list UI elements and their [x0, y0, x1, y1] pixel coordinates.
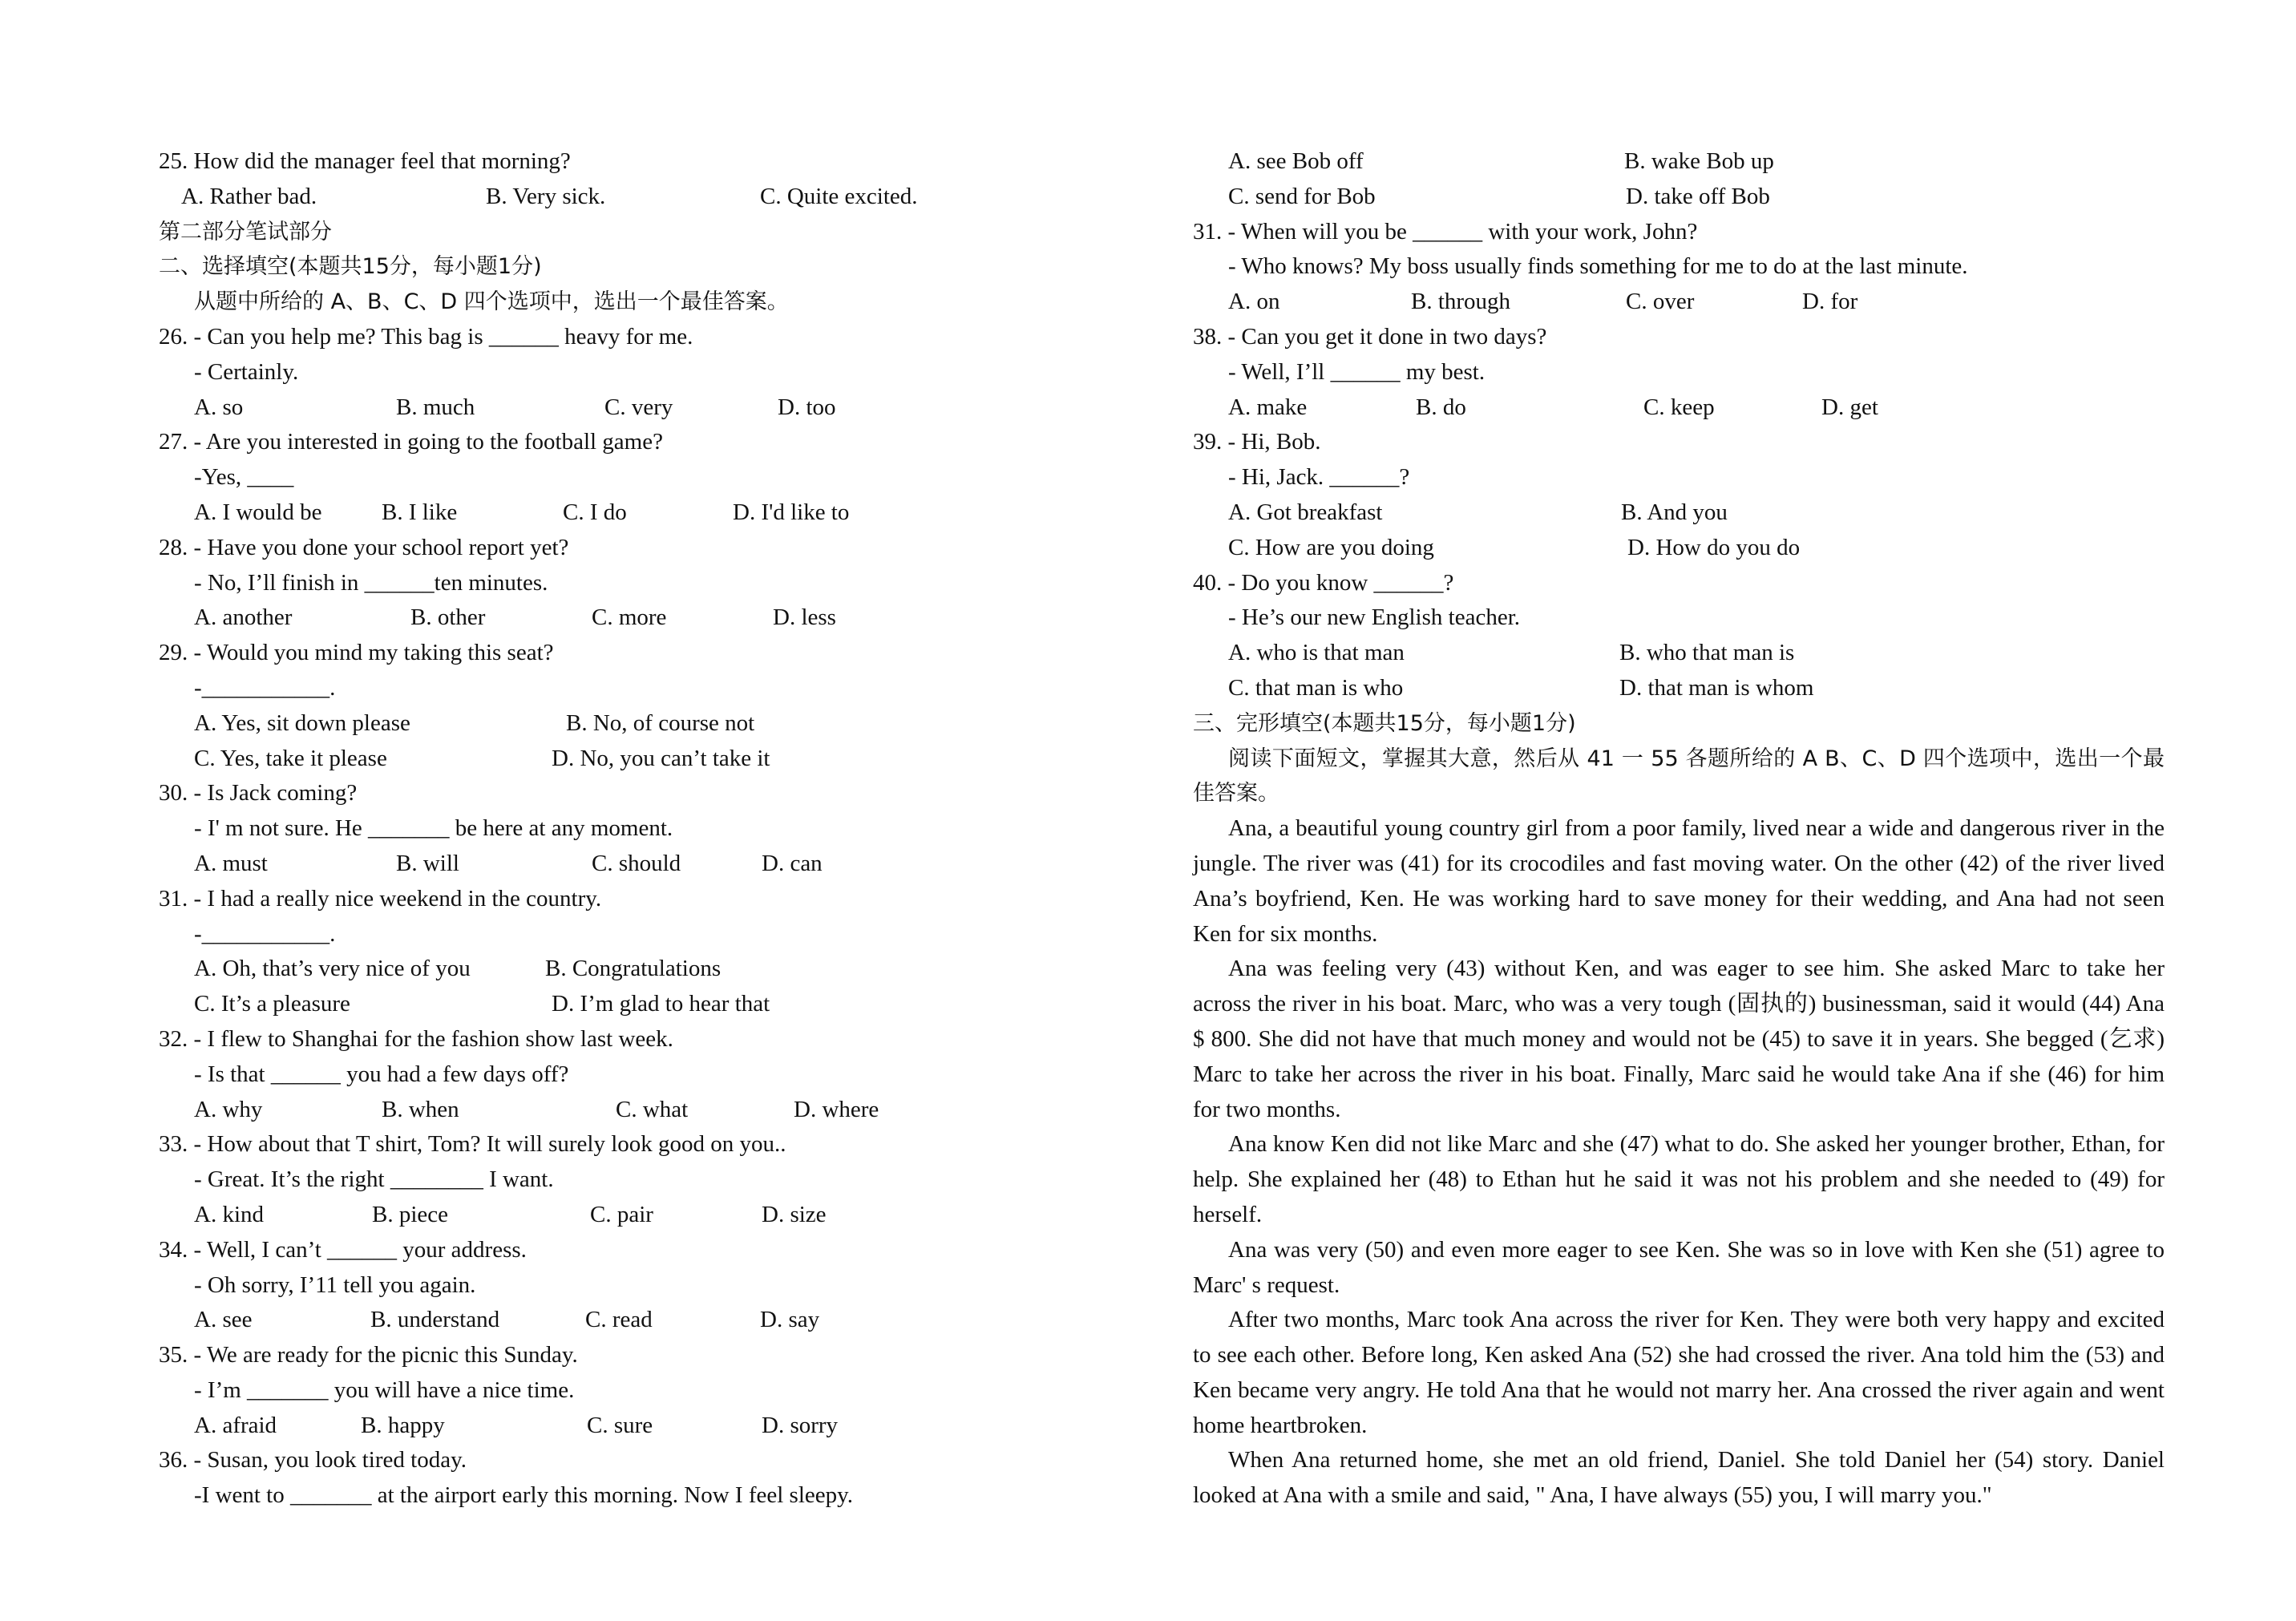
option: D. for — [1802, 289, 1858, 315]
option: A. why — [194, 1096, 263, 1122]
option: B. will — [396, 850, 459, 876]
question-options — [159, 1198, 1153, 1233]
question-stem: 30. - Is Jack coming? — [159, 780, 358, 806]
question-stem: 38. - Can you get it done in two days? — [1193, 323, 1547, 350]
question-options — [159, 952, 1153, 987]
question-38 — [1193, 320, 2165, 425]
question-options — [159, 1409, 1153, 1444]
option: C. Quite excited. — [760, 183, 918, 209]
question-options — [159, 390, 1153, 426]
question-stem: 40. - Do you know ______? — [1193, 569, 1454, 596]
option: D. No, you can’t take it — [552, 745, 770, 771]
question-reply: - Great. It’s the right ________ I want. — [194, 1166, 554, 1193]
question-31 — [159, 882, 1153, 1022]
option: B. do — [1416, 394, 1466, 420]
question-reply: - Is that ______ you had a few days off? — [194, 1061, 569, 1087]
question-25-stem: 25. How did the manager feel that morning? — [159, 148, 571, 174]
question-reply: -Yes, ____ — [194, 464, 294, 491]
section3-instruction: 阅读下面短文，掌握其大意，然后从 41 一 55 各题所给的 A B、C、D 四个选项中，选出一个最佳答案。 — [1193, 746, 2165, 806]
question-reply: - He’s our new English teacher. — [1228, 604, 1521, 631]
option: D. get — [1821, 394, 1878, 420]
option: A. who is that man — [1228, 640, 1405, 666]
passage-paragraph: After two months, Marc took Ana across the river for Ken. They were both very happy and excited to see each other. Before long, Ken asked Ana (52) she had crossed the river. Ana told him the (53) and Ken became very angry. He told Ana that he would not marry her. Ana crossed the river again and went home heartbroken. — [1193, 1307, 2165, 1438]
question-stem: 34. - Well, I can’t ______ your address. — [159, 1236, 527, 1263]
question-options — [159, 1093, 1153, 1128]
option: B. piece — [372, 1201, 449, 1227]
option: C. I do — [563, 499, 627, 525]
option: B. through — [1411, 289, 1511, 315]
option: D. size — [762, 1201, 827, 1227]
question-34 — [159, 1233, 1153, 1338]
question-31-right — [1193, 215, 2165, 320]
question-reply: - Certainly. — [194, 358, 299, 385]
section2-title: 二、选择填空(本题共15分，每小题1分) — [159, 254, 542, 280]
option: C. keep — [1643, 394, 1715, 420]
section2-instruction: 从题中所给的 A、B、C、D 四个选项中，选出一个最佳答案。 — [194, 289, 789, 315]
question-33 — [159, 1127, 1153, 1232]
question-stem: 33. - How about that T shirt, Tom? It will surely look good on you.. — [159, 1131, 786, 1158]
question-options — [1193, 495, 2165, 531]
question-reply: -___________. — [194, 674, 336, 701]
option: B. And you — [1621, 499, 1728, 525]
option: B. happy — [361, 1412, 445, 1438]
question-options — [159, 987, 1153, 1022]
question-reply: - No, I’ll finish in ______ten minutes. — [194, 569, 548, 596]
question-options — [159, 706, 1153, 742]
option: D. can — [762, 850, 823, 876]
option: D. take off Bob — [1626, 183, 1770, 209]
option: A. see Bob off — [1228, 148, 1364, 174]
option: D. less — [773, 604, 836, 631]
question-reply: - I’m _______ you will have a nice time. — [194, 1376, 575, 1403]
question-25-options — [159, 180, 1153, 215]
question-reply: - Hi, Jack. ______? — [1228, 464, 1410, 491]
option: A. Got breakfast — [1228, 499, 1383, 525]
question-reply: -___________. — [194, 920, 336, 947]
question-stem: 28. - Have you done your school report yet? — [159, 534, 569, 560]
question-reply: -I went to _______ at the airport early this morning. Now I feel sleepy. — [194, 1482, 853, 1509]
passage-paragraph: Ana know Ken did not like Marc and she (47) what to do. She asked her younger brother, Ethan, for help. She explained her (48) to Ethan hut he said it was not his problem and she needed to (49) for herself. — [1193, 1131, 2165, 1227]
option: C. pair — [590, 1201, 653, 1227]
option: A. must — [194, 850, 268, 876]
question-36 — [159, 1443, 1153, 1514]
option: A. kind — [194, 1201, 264, 1227]
question-options — [1193, 285, 2165, 320]
option: C. Yes, take it please — [194, 745, 387, 771]
question-stem: 31. - When will you be ______ with your work, John? — [1193, 218, 1698, 245]
question-reply: - Well, I’ll ______ my best. — [1228, 358, 1486, 385]
option: A. another — [194, 604, 293, 631]
option: A. Oh, that’s very nice of you — [194, 956, 471, 982]
option: D. that man is whom — [1619, 674, 1814, 701]
part2-title: 第二部分笔试部分 — [159, 219, 332, 245]
question-options — [159, 847, 1153, 882]
option: B. Very sick. — [486, 183, 606, 209]
option: A. Rather bad. — [181, 183, 317, 209]
passage-paragraph: Ana, a beautiful young country girl from a poor family, lived near a wide and dangerous river in the jungle. The river was (41) for its crocodiles and fast moving water. On the other (42) of the river lived Ana’s boyfriend, Ken. He was working hard to save money for their wedding, and Ana had not seen Ken for six months. — [1193, 815, 2165, 947]
question-stem: 26. - Can you help me? This bag is ______ heavy for me. — [159, 323, 693, 350]
option: A. see — [194, 1307, 253, 1333]
option: C. should — [592, 850, 681, 876]
option: B. much — [396, 394, 475, 420]
question-options — [1193, 531, 2165, 566]
question-options — [1193, 390, 2165, 426]
question-options — [159, 1303, 1153, 1338]
question-reply: - I' m not sure. He _______ be here at any moment. — [194, 815, 673, 842]
option: C. what — [616, 1096, 689, 1122]
option: C. How are you doing — [1228, 534, 1434, 560]
option: C. over — [1626, 289, 1695, 315]
option: B. I like — [382, 499, 458, 525]
option: D. too — [778, 394, 836, 420]
question-stem: 27. - Are you interested in going to the football game? — [159, 429, 663, 455]
option: C. sure — [587, 1412, 653, 1438]
question-options — [1193, 636, 2165, 671]
option: B. who that man is — [1619, 640, 1795, 666]
question-32 — [159, 1022, 1153, 1127]
question-39 — [1193, 425, 2165, 565]
question-options — [1193, 671, 2165, 706]
question-40 — [1193, 566, 2165, 706]
option: B. wake Bob up — [1624, 148, 1774, 174]
question-stem: 31. - I had a really nice weekend in the country. — [159, 885, 602, 912]
question-35 — [159, 1338, 1153, 1443]
option: A. I would be — [194, 499, 322, 525]
question-reply: - Oh sorry, I’11 tell you again. — [194, 1271, 476, 1298]
option: B. Congratulations — [545, 956, 722, 982]
cloze-passage — [1193, 811, 2165, 1514]
option: B. understand — [370, 1307, 500, 1333]
question-26 — [159, 320, 1153, 425]
option: D. I’m glad to hear that — [552, 991, 770, 1017]
option: D. How do you do — [1627, 534, 1801, 560]
option: D. I'd like to — [733, 499, 850, 525]
option: D. where — [794, 1096, 879, 1122]
question-options — [159, 495, 1153, 531]
question-stem: 36. - Susan, you look tired today. — [159, 1447, 467, 1473]
question-options — [159, 600, 1153, 636]
option: C. read — [585, 1307, 653, 1333]
option: C. more — [592, 604, 667, 631]
option: B. No, of course not — [566, 709, 755, 736]
option: B. when — [382, 1096, 459, 1122]
question-stem: 32. - I flew to Shanghai for the fashion show last week. — [159, 1025, 673, 1052]
option: C. very — [604, 394, 673, 420]
option: A. afraid — [194, 1412, 277, 1438]
question-28 — [159, 531, 1153, 636]
right-column — [1193, 144, 2165, 1514]
question-stem: 35. - We are ready for the picnic this Sunday. — [159, 1342, 578, 1368]
option: C. It’s a pleasure — [194, 991, 350, 1017]
question-36-options — [1193, 180, 2165, 215]
passage-paragraph: When Ana returned home, she met an old friend, Daniel. She told Daniel her (54) story. Daniel looked at Ana with a smile and said, " Ana, I have always (55) you, I will marry you." — [1193, 1447, 2165, 1509]
option: A. Yes, sit down please — [194, 709, 410, 736]
section3-title: 三、完形填空(本题共15分，每小题1分) — [1193, 710, 1576, 736]
left-column — [159, 144, 1153, 1514]
question-options — [159, 742, 1153, 777]
question-36-options — [1193, 144, 2165, 180]
option: C. that man is who — [1228, 674, 1404, 701]
option: B. other — [410, 604, 486, 631]
question-stem: 29. - Would you mind my taking this seat? — [159, 640, 554, 666]
option: C. send for Bob — [1228, 183, 1376, 209]
question-stem: 39. - Hi, Bob. — [1193, 429, 1321, 455]
option: A. on — [1228, 289, 1280, 315]
option: A. so — [194, 394, 244, 420]
option: D. sorry — [762, 1412, 839, 1438]
question-30 — [159, 776, 1153, 881]
option: A. make — [1228, 394, 1308, 420]
question-27 — [159, 425, 1153, 530]
passage-paragraph: Ana was feeling very (43) without Ken, and was eager to see him. She asked Marc to take her across the river in his boat. Marc, who was a very tough (固执的) businessman, said it would (44) Ana $ 800. She did not have that much money and would not be (45) to save it in years. She begged (乞求) Marc to take her across the river in his boat. Finally, Marc said he would take Ana if she (46) for him for two months. — [1193, 956, 2165, 1122]
question-reply: - Who knows? My boss usually finds something for me to do at the last minute. — [1228, 253, 1968, 280]
question-29 — [159, 636, 1153, 776]
passage-paragraph: Ana was very (50) and even more eager to see Ken. She was so in love with Ken she (51) agree to Marc' s request. — [1193, 1236, 2165, 1298]
option: D. say — [760, 1307, 820, 1333]
